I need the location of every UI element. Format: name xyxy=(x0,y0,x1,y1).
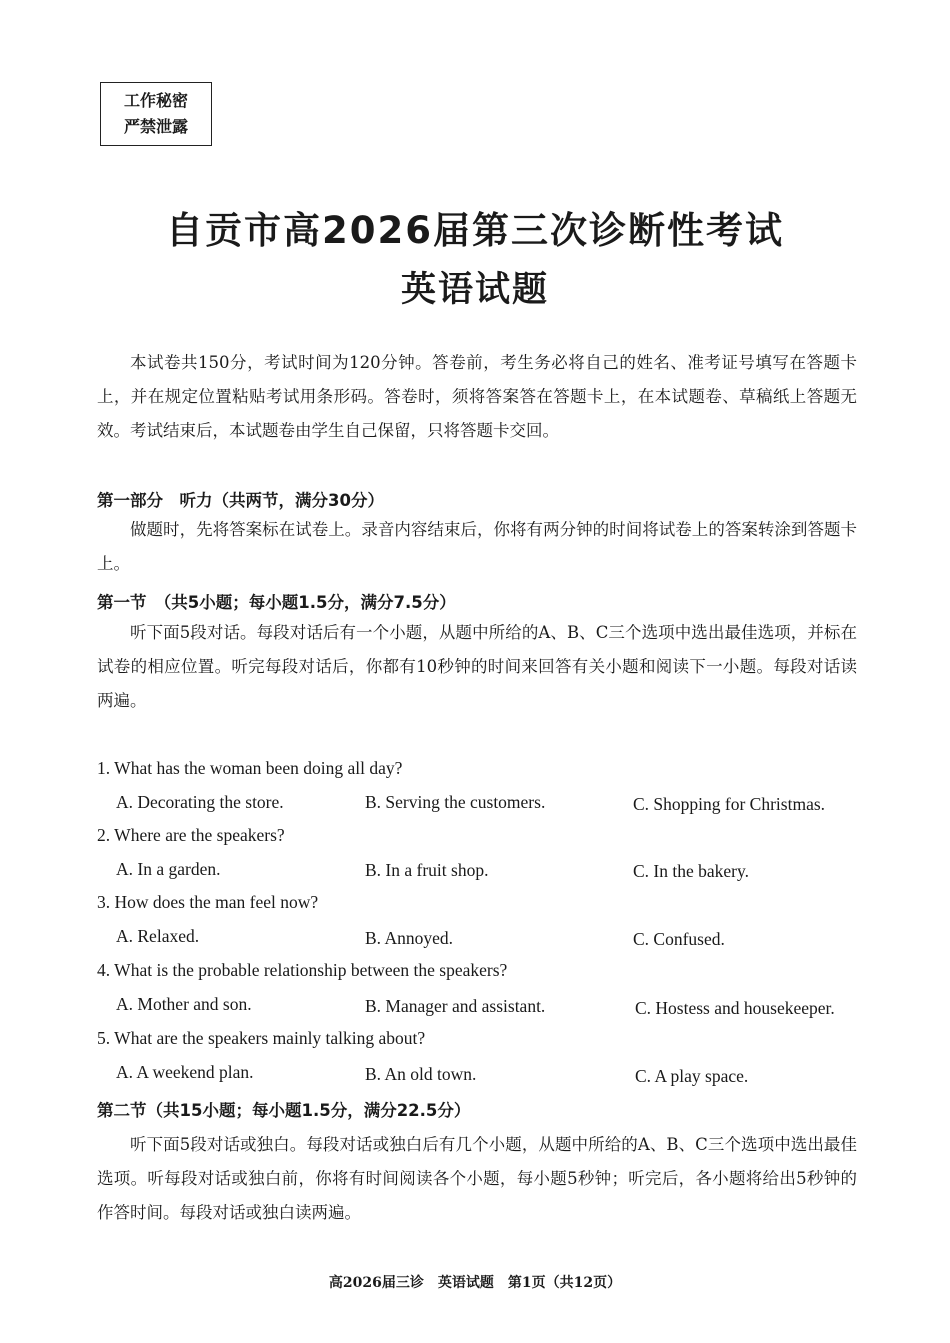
part1-heading: 第一部分 听力（共两节，满分30分） xyxy=(97,491,384,510)
exam-instructions: 本试卷共150分，考试时间为120分钟。答卷前，考生务必将自己的姓名、准考证号填写在答题卡上，并在规定位置粘贴考试用条形码。答卷时，须将答案答在答题卡上，在本试题卷、草稿纸上答题无效。考试结束后，本试题卷由学生自己保留，只将答题卡交回。 xyxy=(97,353,857,440)
question-3-option-b: B. Annoyed. xyxy=(365,928,453,948)
question-2-option-a: A. In a garden. xyxy=(116,859,221,879)
question-3-option-c: C. Confused. xyxy=(633,929,725,949)
confidential-stamp xyxy=(100,82,212,146)
question-2-option-b: B. In a fruit shop. xyxy=(365,860,489,880)
question-4-option-a: A. Mother and son. xyxy=(116,994,252,1014)
question-3-stem: 3. How does the man feel now? xyxy=(97,892,319,912)
stamp-line-2: 严禁泄露 xyxy=(123,117,188,136)
question-3-option-a: A. Relaxed. xyxy=(116,926,200,946)
section2-directions: 听下面5段对话或独白。每段对话或独白后有几个小题，从题中所给的A、B、C三个选项中选出最佳选项。听每段对话或独白前，你将有时间阅读各个小题，每小题5秒钟；听完后，各小题将给出5秒钟的作答时间。每段对话或独白读两遍。 xyxy=(97,1135,857,1222)
question-1-stem: 1. What has the woman been doing all day? xyxy=(97,758,403,778)
section2-heading: 第二节（共15小题；每小题1.5分，满分22.5分） xyxy=(97,1101,471,1120)
question-2-option-c: C. In the bakery. xyxy=(633,861,749,881)
section1-directions: 听下面5段对话。每段对话后有一个小题，从题中所给的A、B、C三个选项中选出最佳选项，并标在试卷的相应位置。听完每段对话后，你都有10秒钟的时间来回答有关小题和阅读下一小题。每段对话读两遍。 xyxy=(97,623,857,710)
question-4-option-c: C. Hostess and housekeeper. xyxy=(635,998,835,1018)
question-4-stem: 4. What is the probable relationship between the speakers? xyxy=(97,960,508,980)
question-5-option-c: C. A play space. xyxy=(635,1066,749,1086)
exam-subject: 英语试题 xyxy=(400,270,549,310)
section1-heading: 第一节 （共5小题；每小题1.5分，满分7.5分） xyxy=(97,593,456,612)
exam-title: 自贡市高2026届第三次诊断性考试 xyxy=(166,209,784,252)
question-5-option-a: A. A weekend plan. xyxy=(116,1062,254,1082)
question-1-option-c: C. Shopping for Christmas. xyxy=(633,794,826,814)
question-5-option-b: B. An old town. xyxy=(365,1064,477,1084)
question-1-option-b: B. Serving the customers. xyxy=(365,792,546,812)
stamp-line-1: 工作秘密 xyxy=(123,91,188,110)
question-2-stem: 2. Where are the speakers? xyxy=(97,825,285,845)
page-footer: 高2026届三诊 英语试题 第1页（共12页） xyxy=(328,1275,622,1291)
question-4-option-b: B. Manager and assistant. xyxy=(365,996,546,1016)
question-1-option-a: A. Decorating the store. xyxy=(116,792,284,812)
question-5-stem: 5. What are the speakers mainly talking about? xyxy=(97,1028,426,1048)
part1-note: 做题时，先将答案标在试卷上。录音内容结束后，你将有两分钟的时间将试卷上的答案转涂到答题卡上。 xyxy=(97,520,857,573)
